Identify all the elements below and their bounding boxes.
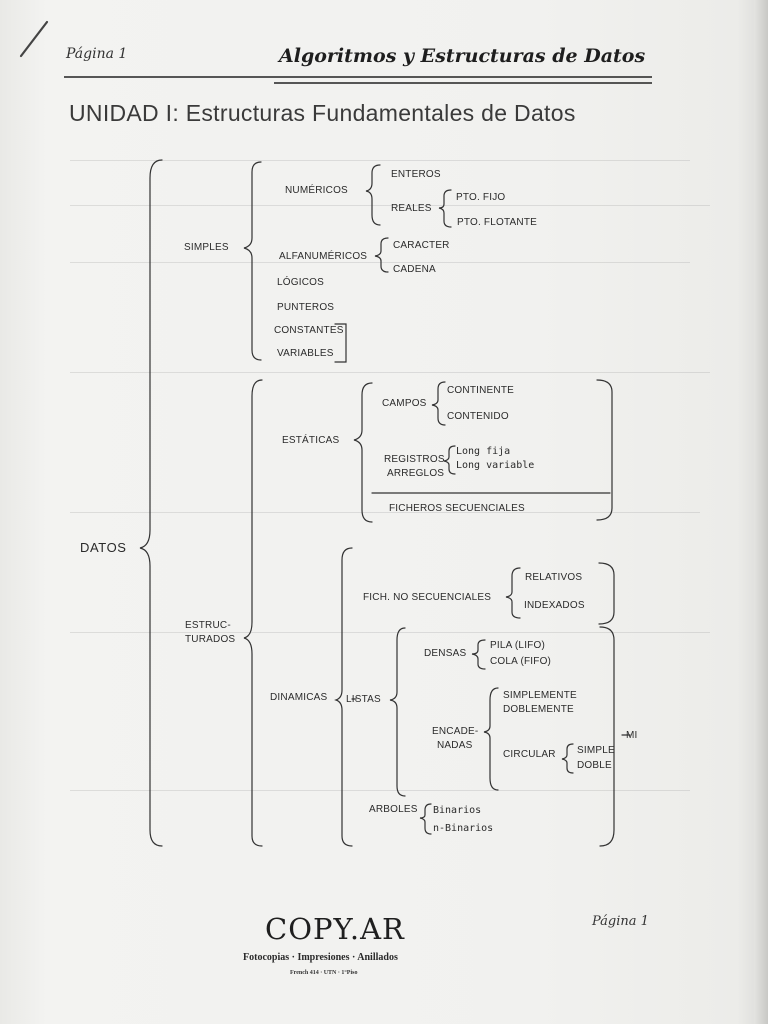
node-caracter: CARACTER	[393, 240, 450, 251]
node-simplemente: SIMPLEMENTE	[503, 690, 577, 701]
node-simple: SIMPLE	[577, 745, 615, 756]
node-arboles: ARBOLES	[369, 804, 418, 815]
node-logicos: LÓGICOS	[277, 277, 324, 288]
node-reales: REALES	[391, 203, 432, 214]
node-encadenadas-line1: ENCADE-	[432, 726, 479, 737]
node-fich-no-secuenciales: FICH. NO SECUENCIALES	[363, 592, 492, 603]
node-numericos: NUMÉRICOS	[285, 185, 348, 196]
node-doblemente: DOBLEMENTE	[503, 704, 574, 715]
node-indexados: INDEXADOS	[524, 600, 585, 611]
node-variables: VARIABLES	[277, 348, 334, 359]
copy-shop-services: Fotocopias · Impresiones · Anillados	[243, 952, 398, 963]
node-estaticas: ESTÁTICAS	[282, 435, 340, 446]
node-doble: DOBLE	[577, 760, 612, 771]
node-alfanumericos: ALFANUMÉRICOS	[279, 251, 368, 262]
node-punteros: PUNTEROS	[277, 302, 335, 313]
node-listas: LISTAS	[346, 694, 381, 705]
node-continente: CONTINENTE	[447, 385, 514, 396]
node-dinamicas: DINAMICAS	[270, 692, 328, 703]
node-ficheros-secuenciales: FICHEROS SECUENCIALES	[389, 503, 525, 514]
node-circular: CIRCULAR	[503, 749, 556, 760]
node-pto-fijo: PTO. FIJO	[456, 192, 506, 203]
node-constantes: CONSTANTES	[274, 325, 344, 336]
node-n-binarios: n-Binarios	[433, 823, 494, 834]
node-encadenadas-line2: NADAS	[437, 740, 473, 751]
copy-shop-logo: COPY.AR	[265, 912, 405, 946]
node-registros: REGISTROS	[384, 454, 445, 465]
copy-shop-address: French 414 · UTN · 1°Piso	[290, 970, 358, 976]
node-datos: DATOS	[80, 540, 127, 555]
node-arreglos: ARREGLOS	[387, 468, 445, 479]
header-page-number: Página 1	[66, 46, 128, 62]
node-cadena: CADENA	[393, 264, 436, 275]
node-pila: PILA (LIFO)	[490, 640, 545, 651]
node-binarios: Binarios	[433, 805, 482, 816]
unit-title: UNIDAD I: Estructuras Fundamentales de Datos	[69, 100, 576, 126]
node-campos: CAMPOS	[382, 398, 427, 409]
node-relativos: RELATIVOS	[525, 572, 583, 583]
node-estructurados-line1: ESTRUC-	[185, 620, 231, 631]
node-cola: COLA (FIFO)	[490, 656, 552, 667]
node-contenido: CONTENIDO	[447, 411, 509, 422]
header-course-title: Algoritmos y Estructuras de Datos	[279, 45, 646, 67]
node-densas: DENSAS	[424, 648, 467, 659]
node-long-fija: Long fija	[456, 446, 511, 457]
node-estructurados-line2: TURADOS	[185, 634, 236, 645]
node-mi: MI	[626, 730, 638, 741]
footer-page-number: Página 1	[592, 914, 649, 929]
node-long-variable: Long variable	[456, 460, 535, 471]
node-enteros: ENTEROS	[391, 169, 441, 180]
node-simples: SIMPLES	[184, 242, 229, 253]
node-pto-flotante: PTO. FLOTANTE	[457, 217, 538, 228]
